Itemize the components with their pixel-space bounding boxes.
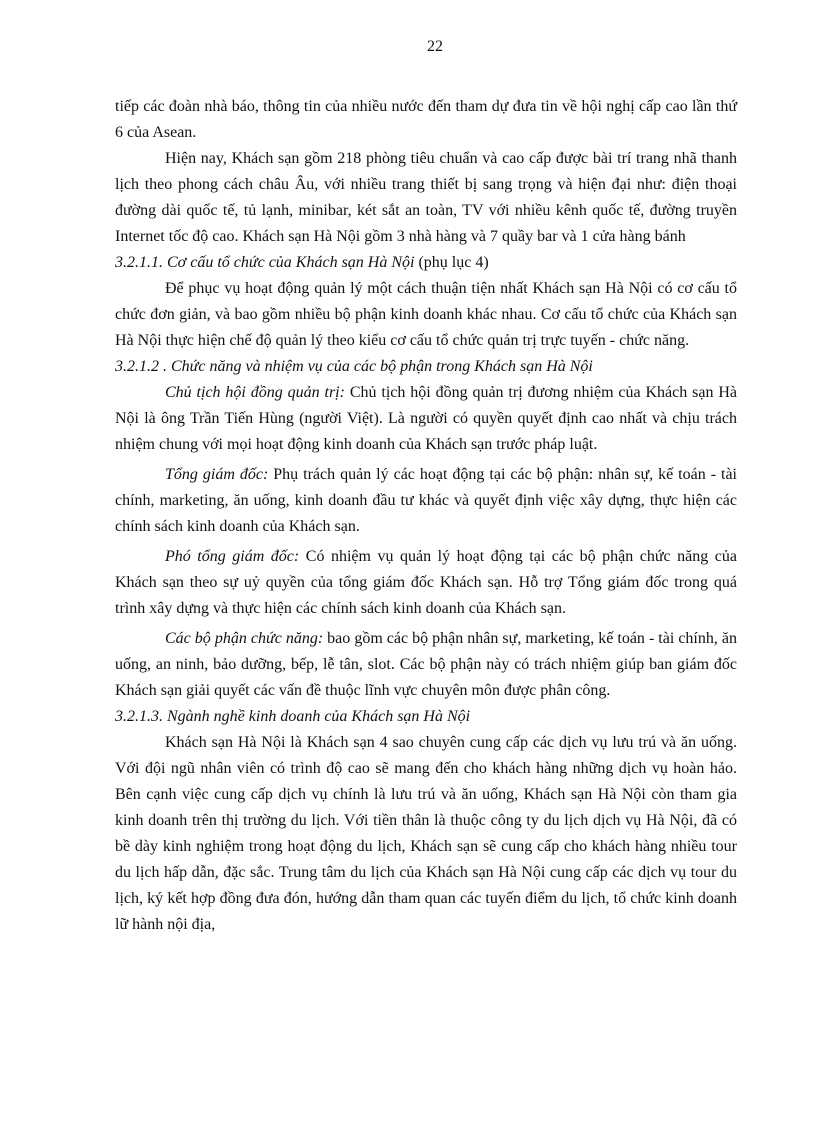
paragraph-deputy-director xyxy=(115,544,737,622)
section-heading-3-2-1-1 xyxy=(115,250,737,276)
text-chairman: Chủ tịch hội đồng quản trị đương nhiệm của Khách sạn Hà Nội là ông Trần Tiến Hùng (người Việt). Là người có quyền quyết định cao nhất và chịu trách nhiệm chung với mọi hoạt động kinh doanh của Khách sạn trước pháp luật. xyxy=(115,384,737,453)
paragraph-general-director xyxy=(115,462,737,540)
paragraph-org-structure: Để phục vụ hoạt động quản lý một cách thuận tiện nhất Khách sạn Hà Nội có cơ cấu tổ chức đơn giản, và bao gồm nhiều bộ phận kinh doanh khác nhau. Cơ cấu tổ chức của Khách sạn Hà Nội thực hiện chế độ quản lý theo kiểu cơ cấu tổ chức quản trị trực tuyến - chức năng. xyxy=(115,280,737,349)
term-functional-departments: Các bộ phận chức năng: xyxy=(165,630,324,647)
text-deputy-director: Có nhiệm vụ quản lý hoạt động tại các bộ phận chức năng của Khách sạn theo sự uỷ quyền của tổng giám đốc Khách sạn. Hỗ trợ Tổng giám đốc trong quá trình xây dựng và thực hiện các chính sách kinh doanh của Khách sạn. xyxy=(115,548,737,617)
heading-title: 3.2.1.1. Cơ cấu tổ chức của Khách sạn Hà Nội xyxy=(115,254,415,271)
page-number: 22 xyxy=(427,38,443,55)
text-general-director: Phụ trách quản lý các hoạt động tại các bộ phận: nhân sự, kế toán - tài chính, marketing, ăn uống, kinh doanh đầu tư khác và quyết định việc xây dựng, thực hiện các chính sách kinh doanh của Khách sạn. xyxy=(115,466,738,535)
text-functional-departments: bao gồm các bộ phận nhân sự, marketing, kế toán - tài chính, ăn uống, an ninh, bảo dưỡng, bếp, lễ tân, slot. Các bộ phận này có trách nhiệm giúp ban giám đốc Khách sạn giải quyết các vấn đề thuộc lĩnh vực chuyên môn được phân công. xyxy=(115,630,738,699)
section-heading-3-2-1-3: 3.2.1.3. Ngành nghề kinh doanh của Khách sạn Hà Nội xyxy=(115,708,471,725)
term-general-director: Tổng giám đốc: xyxy=(165,466,269,483)
term-deputy-director: Phó tổng giám đốc: xyxy=(165,548,300,565)
paragraph-chairman xyxy=(115,380,737,458)
section-heading-3-2-1-2: 3.2.1.2 . Chức năng và nhiệm vụ của các bộ phận trong Khách sạn Hà Nội xyxy=(115,358,593,375)
term-chairman: Chủ tịch hội đồng quản trị: xyxy=(165,384,345,401)
paragraph-business-lines: Khách sạn Hà Nội là Khách sạn 4 sao chuyên cung cấp các dịch vụ lưu trú và ăn uống. Với đội ngũ nhân viên có trình độ cao sẽ mang đến cho khách hàng những dịch vụ hoàn hảo. Bên cạnh việc cung cấp dịch vụ chính là lưu trú và ăn uống, Khách sạn Hà Nội còn tham gia kinh doanh trên thị trường du lịch. Với tiền thân là thuộc công ty du lịch dịch vụ Hà Nội, đã có bề dày kinh nghiệm trong hoạt động du lịch, Khách sạn sẽ cung cấp cho khách hàng nhiều tour du lịch hấp dẫn, đặc sắc. Trung tâm du lịch của Khách sạn Hà Nội cung cấp các dịch vụ tour du lịch, ký kết hợp đồng đưa đón, hướng dẫn tham quan các tuyến điểm du lịch, tổ chức kinh doanh lữ hành nội địa, xyxy=(115,734,737,933)
heading-suffix: (phụ lục 4) xyxy=(414,254,489,271)
document-body xyxy=(115,94,737,938)
paragraph-hotel-rooms: Hiện nay, Khách sạn gồm 218 phòng tiêu chuẩn và cao cấp được bài trí trang nhã thanh lịch theo phong cách châu Âu, với nhiều trang thiết bị sang trọng và hiện đại như: điện thoại đường dài quốc tế, tủ lạnh, minibar, két sắt an toàn, TV với nhiều kênh quốc tế, đường truyền Internet tốc độ cao. Khách sạn Hà Nội gồm 3 nhà hàng và 7 quầy bar và 1 cửa hàng bánh xyxy=(115,150,737,245)
paragraph-functional-departments xyxy=(115,626,737,704)
paragraph-continuation: tiếp các đoàn nhà báo, thông tin của nhiều nước đến tham dự đưa tin về hội nghị cấp cao lần thứ 6 của Asean. xyxy=(115,98,737,141)
